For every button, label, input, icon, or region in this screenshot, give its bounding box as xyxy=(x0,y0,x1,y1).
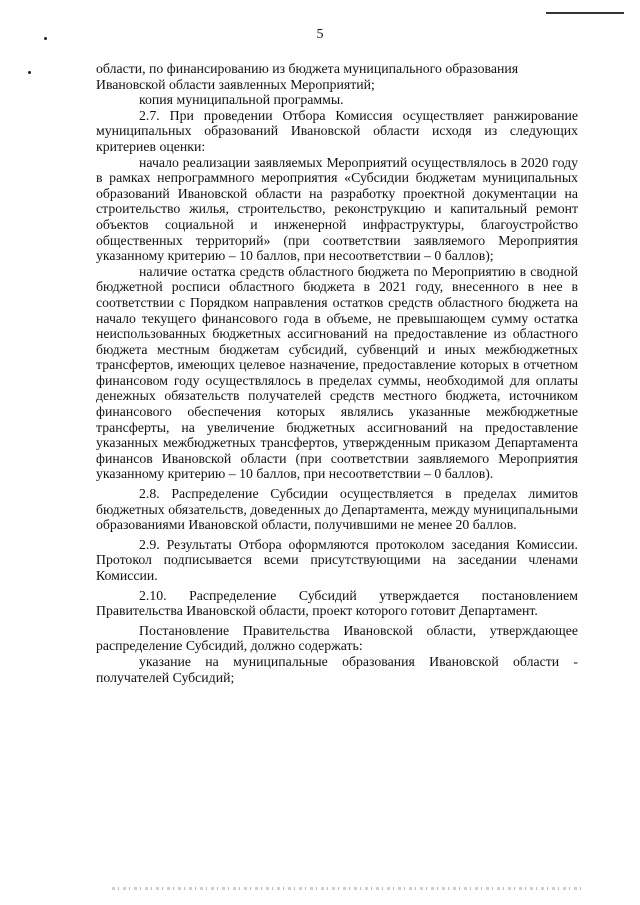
paragraph-2-9: 2.9. Результаты Отбора оформляются протоколом заседания Комиссии. Протокол подписывается всеми присутствующими на заседании членами Комиссии. xyxy=(96,536,578,583)
bottom-scan-artifact xyxy=(112,887,582,890)
top-scan-rule xyxy=(546,12,624,14)
scan-speck xyxy=(44,37,47,40)
paragraph-criterion-2: наличие остатка средств областного бюджета по Мероприятию в сводной бюджетной росписи областного бюджета в 2021 году, внесенного в нее в соответствии с Порядком направления остатков средств областного бюджета на начало текущего финансового года в объеме, не превышающем сумму остатка неиспользованных бюджетных ассигнований на предоставление из областного бюджета местным бюджетам субсидий, субвенций и иных межбюджетных трансфертов, имеющих целевое назначение, предоставление которых в отчетном финансовом году осуществлялось в пределах суммы, необходимой для оплаты денежных обязательств получателей средств местного бюджета, источником финансового обеспечения которых являлись указанные межбюджетные трансферты, на увеличение бюджетных ассигнований на предоставление указанных межбюджетных трансфертов, утвержденным приказом Департамента финансов Ивановской области (при соответствии заявляемого Мероприятия указанному критерию – 10 баллов, при несоответствии – 0 баллов). xyxy=(96,263,578,482)
paragraph-recipients: указание на муниципальные образования Ивановской области - получателей Субсидий; xyxy=(96,653,578,685)
paragraph-2-10: 2.10. Распределение Субсидий утверждается постановлением Правительства Ивановской области, проект которого готовит Департамент. xyxy=(96,587,578,619)
page-number: 5 xyxy=(316,27,324,42)
paragraph-2-7: 2.7. При проведении Отбора Комиссия осуществляет ранжирование муниципальных образований Ивановской области исходя из следующих критериев оценки: xyxy=(96,107,578,154)
scan-speck xyxy=(28,71,31,74)
paragraph-resolution: Постановление Правительства Ивановской области, утверждающее распределение Субсидий, должно содержать: xyxy=(96,622,578,654)
paragraph-criterion-1: начало реализации заявляемых Мероприятий осуществлялось в 2020 году в рамках непрограммного мероприятия «Субсидии бюджетам муниципальных образований Ивановской области на разработку проектной документации на строительство жилья, строительство, реконструкцию и капитальный ремонт объектов социальной и инженерной инфраструктуры, благоустройство общественных территорий» (при соответствии заявляемого Мероприятия указанному критерию – 10 баллов, при несоответствии – 0 баллов); xyxy=(96,154,578,264)
paragraph-program-copy: копия муниципальной программы. xyxy=(139,92,344,108)
document-body xyxy=(96,61,578,685)
paragraph-2-8: 2.8. Распределение Субсидии осуществляется в пределах лимитов бюджетных обязательств, доведенных до Департамента, между муниципальными образованиями Ивановской области, получившими не менее 20 баллов. xyxy=(96,486,578,533)
paragraph-continuation: области, по финансированию из бюджета муниципального образования Ивановской области заявленных Мероприятий; xyxy=(96,61,519,92)
